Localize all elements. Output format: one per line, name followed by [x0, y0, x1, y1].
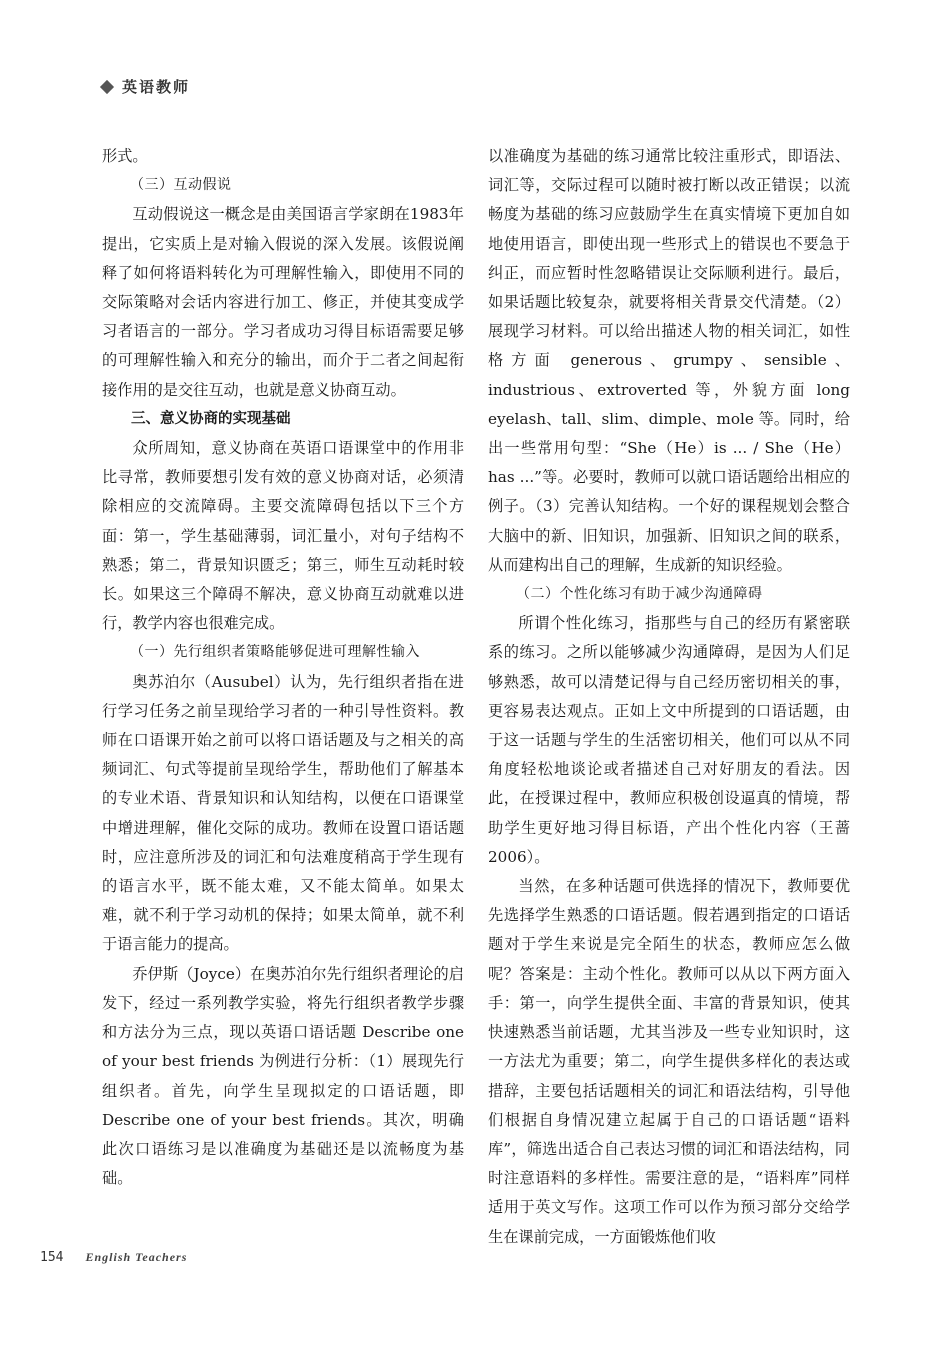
paragraph: 当然，在多种话题可供选择的情况下，教师要优先选择学生熟悉的口语话题。假若遇到指定的口语话题对于学生来说是完全陌生的状态，教师应怎么做呢？答案是：主动个性化。教师可以从以下两方面入手：第一，向学生提供全面、丰富的背景知识，使其快速熟悉当前话题，尤其当涉及一些专业知识时，这一方法尤为重要；第二，向学生提供多样化的表达或措辞，主要包括话题相关的词汇和语法结构，引导他们根据自身情况建立起属于自己的口语话题“语料库”，筛选出适合自己表达习惯的词汇和语法结构，同时注意语料的多样性。需要注意的是，“语料库”同样适用于英文写作。这项工作可以作为预习部分交给学生在课前完成，一方面锻炼他们收 — [488, 877, 850, 1246]
footer-journal-name: English Teachers — [85, 1250, 188, 1264]
section-heading: 三、意义协商的实现基础 — [131, 410, 291, 427]
page-number: 154 — [40, 1250, 64, 1265]
journal-title: 英语教师 — [122, 78, 191, 96]
paragraph: 互动假说这一概念是由美国语言学家朗在1983年提出，它实质上是对输入假说的深入发展。该假说阐释了如何将语料转化为可理解性输入，即使用不同的交际策略对会话内容进行加工、修正，并使其变成学习者语言的一部分。学习者成功习得目标语需要足够的可理解性输入和充分的输出，而介于二者之间起衔接作用的是交往互动，也就是意义协商互动。 — [102, 205, 464, 399]
paragraph: 众所周知，意义协商在英语口语课堂中的作用非比寻常，教师要想引发有效的意义协商对话，必须清除相应的交流障碍。主要交流障碍包括以下三个方面：第一，学生基础薄弱，词汇量小，对句子结构不熟悉；第二，背景知识匮乏；第三，师生互动耗时较长。如果这三个障碍不解决，意义协商互动就难以进行，教学内容也很难完成。 — [102, 439, 464, 633]
page-footer — [40, 1250, 187, 1265]
paragraph: 奥苏泊尔（Ausubel）认为，先行组织者指在进行学习任务之前呈现给学习者的一种引导性资料。教师在口语课开始之前可以将口语话题及与之相关的高频词汇、句式等提前呈现给学生，帮助他们了解基本的专业术语、背景知识和认知结构，以便在口语课堂中增进理解，催化交际的成功。教师在设置口语话题时，应注意所涉及的词汇和句法难度稍高于学生现有的语言水平，既不能太难，又不能太简单。如果太难，就不利于学习动机的保持；如果太简单，就不利于语言能力的提高。 — [102, 672, 464, 954]
paragraph: 形式。 — [102, 147, 148, 165]
diamond-icon — [100, 79, 114, 93]
sub-heading: （三）互动假说 — [130, 177, 232, 194]
right-column — [488, 142, 850, 1252]
sub-heading: （一）先行组织者策略能够促进可理解性输入 — [130, 644, 420, 661]
paragraph: 以准确度为基础的练习通常比较注重形式，即语法、词汇等，交际过程可以随时被打断以改正错误；以流畅度为基础的练习应鼓励学生在真实情境下更加自如地使用语言，即使出现一些形式上的错误也不要急于纠正，而应暂时性忽略错误让交际顺利进行。最后，如果话题比较复杂，就要将相关背景交代清楚。（2）展现学习材料。可以给出描述人物的相关词汇，如性格方面 generous、grumpy、sensible、industrious、extroverted 等，外貌方面 long eyelash、tall、slim、dimple、mole 等。同时，给出一些常用句型：“She（He）is ... / She（He）has ...”等。必要时，教师可以就口语话题给出相应的例子。（3）完善认知结构。一个好的课程规划会整合大脑中的新、旧知识，加强新、旧知识之间的联系，从而建构出自己的理解，生成新的知识经验。 — [488, 147, 850, 574]
paragraph: 乔伊斯（Joyce）在奥苏泊尔先行组织者理论的启发下，经过一系列教学实验，将先行组织者教学步骤和方法分为三点，现以英语口语话题 Describe one of your best friends 为例进行分析：（1）展现先行组织者。首先，向学生呈现拟定的口语话题，即 Describe one of your best friends。其次，明确此次口语练习是以准确度为基础还是以流畅度为基础。 — [102, 964, 464, 1188]
sub-heading: （二）个性化练习有助于减少沟通障碍 — [516, 586, 763, 603]
paragraph: 所谓个性化练习，指那些与自己的经历有紧密联系的练习。之所以能够减少沟通障碍，是因为人们足够熟悉，故可以清楚记得与自己经历密切相关的事，更容易表达观点。正如上文中所提到的口语话题，由于这一话题与学生的生活密切相关，他们可以从不同角度轻松地谈论或者描述自己对好朋友的看法。因此，在授课过程中，教师应积极创设逼真的情境，帮助学生更好地习得目标语，产出个性化内容（王蔷 2006）。 — [488, 614, 850, 866]
journal-header — [102, 76, 190, 97]
left-column — [102, 142, 464, 1193]
